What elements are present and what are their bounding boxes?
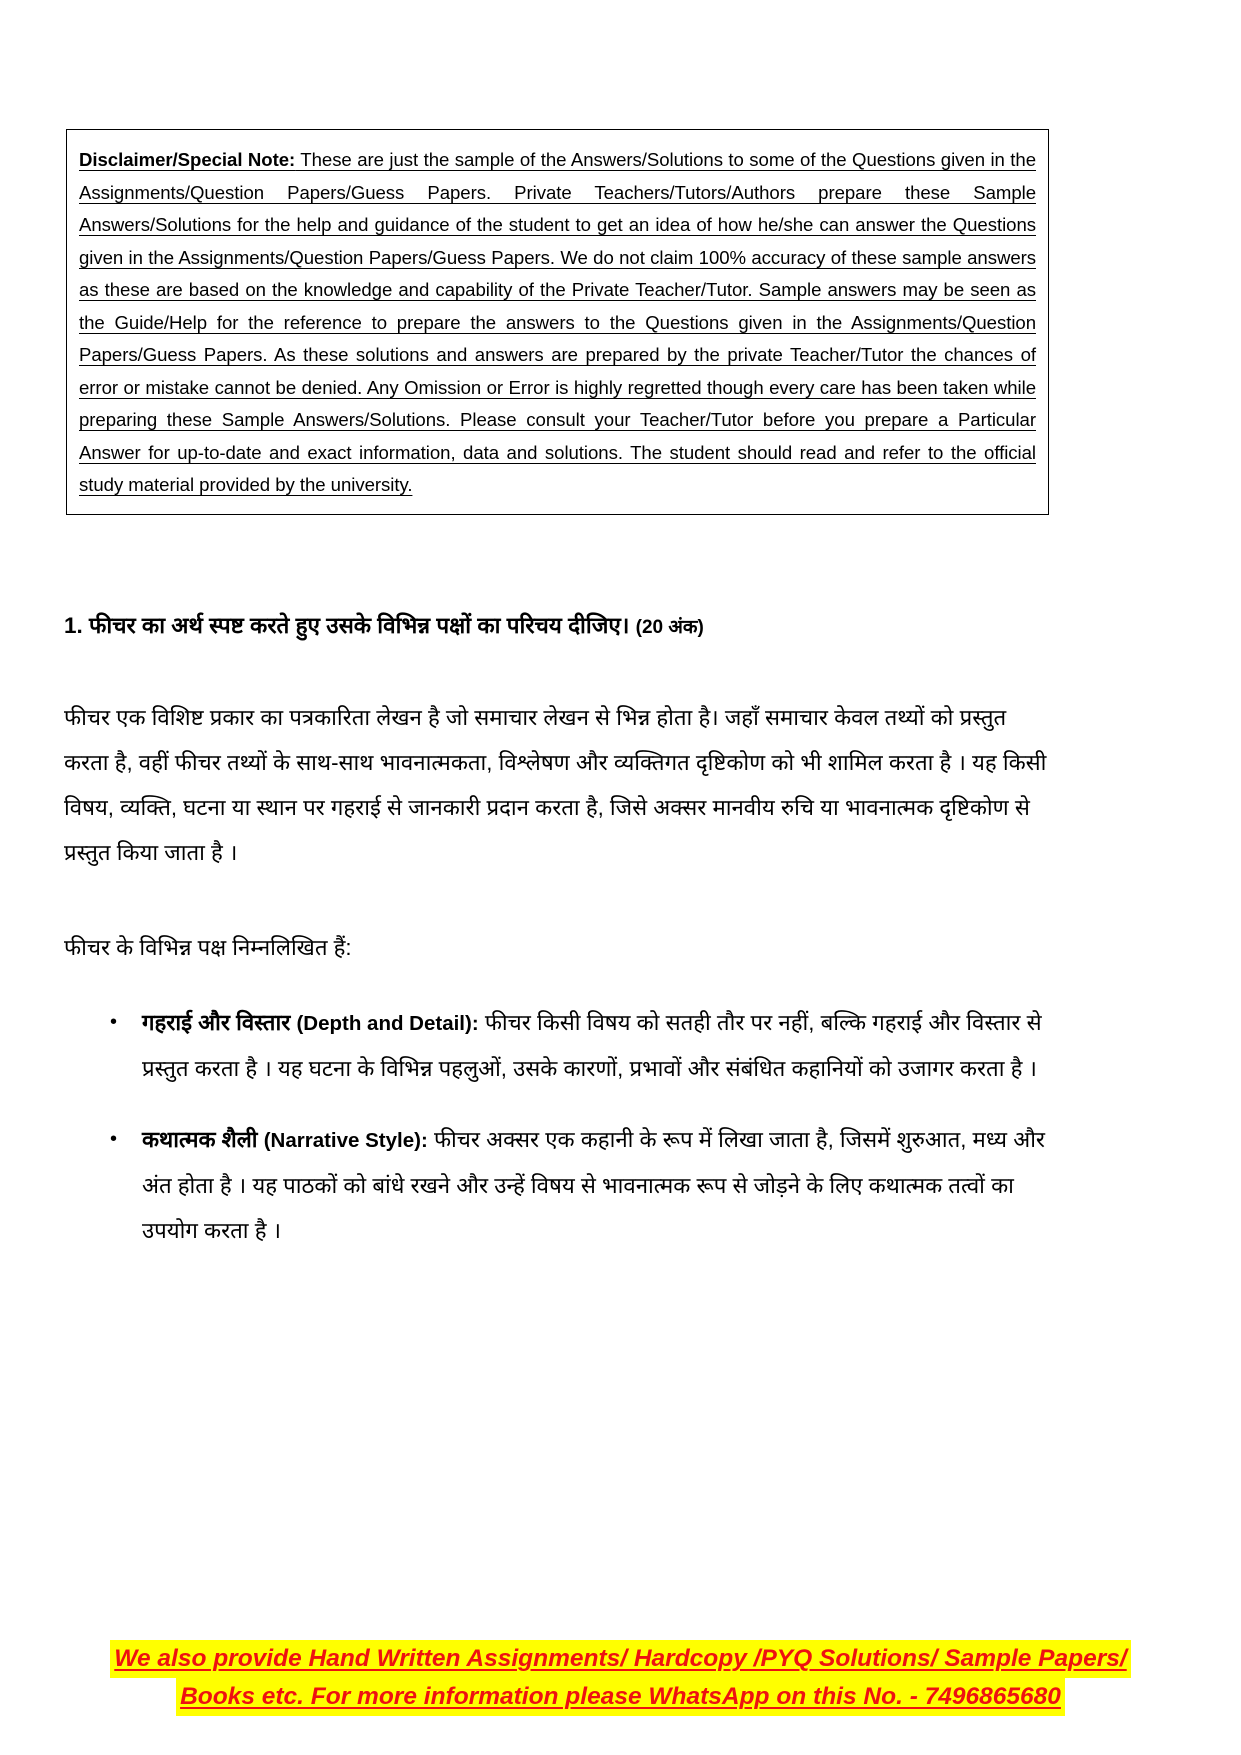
promo-line-1-wrapper bbox=[0, 1640, 1241, 1678]
answer-paragraph-2: फीचर के विभिन्न पक्ष निम्नलिखित हैं: bbox=[64, 935, 352, 960]
bullet-marker-icon: • bbox=[110, 1011, 118, 1033]
promo-line-2-wrapper bbox=[0, 1678, 1241, 1716]
promo-line-1: We also provide Hand Written Assignments/ Hardcopy /PYQ Solutions/ Sample Papers/ bbox=[110, 1640, 1130, 1678]
disclaimer-paragraph bbox=[79, 144, 1036, 502]
bullet-body-text: फीचर किसी विषय को सतही तौर पर नहीं, बल्कि गहराई और विस्तार से प्रस्तुत करता है । यह घटना के विभिन्न पहलुओं, उसके कारणों, प्रभावों और संबंधित कहानियों को उजागर करता है । bbox=[142, 1010, 1042, 1081]
promo-line-2: Books etc. For more information please WhatsApp on this No. - 7496865680 bbox=[176, 1678, 1065, 1716]
question-marks: (20 अंक) bbox=[635, 617, 704, 638]
bullet-term-english: (Narrative Style): bbox=[263, 1129, 428, 1152]
bullet-term-hindi: गहराई और विस्तार bbox=[142, 1010, 297, 1035]
answer-paragraph-1: फीचर एक विशिष्ट प्रकार का पत्रकारिता लेखन है जो समाचार लेखन से भिन्न होता है। जहाँ समाचार केवल तथ्यों को प्रस्तुत करता है, वहीं फीचर तथ्यों के साथ-साथ भावनात्मकता, विश्लेषण और व्यक्तिगत दृष्टिकोण को भी शामिल करता है । यह किसी विषय, व्यक्ति, घटना या स्थान पर गहराई से जानकारी प्रदान करता है, जिसे अक्सर मानवीय रुचि या भावनात्मक दृष्टिकोण से प्रस्तुत किया जाता है । bbox=[64, 705, 1047, 865]
question-text: 1. फीचर का अर्थ स्पष्ट करते हुए उसके विभिन्न पक्षों का परिचय दीजिए। bbox=[64, 613, 636, 638]
bullet-term-english: (Depth and Detail): bbox=[296, 1012, 479, 1035]
feature-aspects-list bbox=[64, 1000, 1054, 1279]
list-item bbox=[64, 1000, 1054, 1091]
disclaimer-box bbox=[66, 129, 1049, 515]
disclaimer-lead-label: Disclaimer/Special Note: bbox=[79, 149, 296, 170]
bullet-body-text: फीचर अक्सर एक कहानी के रूप में लिखा जाता है, जिसमें शुरुआत, मध्य और अंत होता है । यह पाठकों को बांधे रखने और उन्हें विषय से भावनात्मक रूप से जोड़ने के लिए कथात्मक तत्वों का उपयोग करता है । bbox=[142, 1127, 1045, 1243]
promo-footer bbox=[0, 1640, 1241, 1716]
bullet-term-hindi: कथात्मक शैली bbox=[142, 1127, 264, 1152]
disclaimer-body-text: These are just the sample of the Answers/Solutions to some of the Questions given in the Assignments/Question Papers/Guess Papers. Private Teachers/Tutors/Authors prepare these Sample Answers/Solutions for the help and guidance of the student to get an idea of how he/she can answer the Questions given in the Assignments/Question Papers/Guess Papers. We do not claim 100% accuracy of these sample answers as these are based on the knowledge and capability of the Private Teacher/Tutor. Sample answers may be seen as the Guide/Help for the reference to prepare the answers to the Questions given in the Assignments/Question Papers/Guess Papers. As these solutions and answers are prepared by the private Teacher/Tutor the chances of error or mistake cannot be denied. Any Omission or Error is highly regretted though every care has been taken while preparing these Sample Answers/Solutions. Please consult your Teacher/Tutor before you prepare a Particular Answer for up-to-date and exact information, data and solutions. The student should read and refer to the official study material provided by the university. bbox=[79, 149, 1036, 495]
list-item bbox=[64, 1117, 1054, 1253]
bullet-marker-icon: • bbox=[110, 1128, 118, 1150]
question-heading bbox=[64, 609, 1064, 645]
